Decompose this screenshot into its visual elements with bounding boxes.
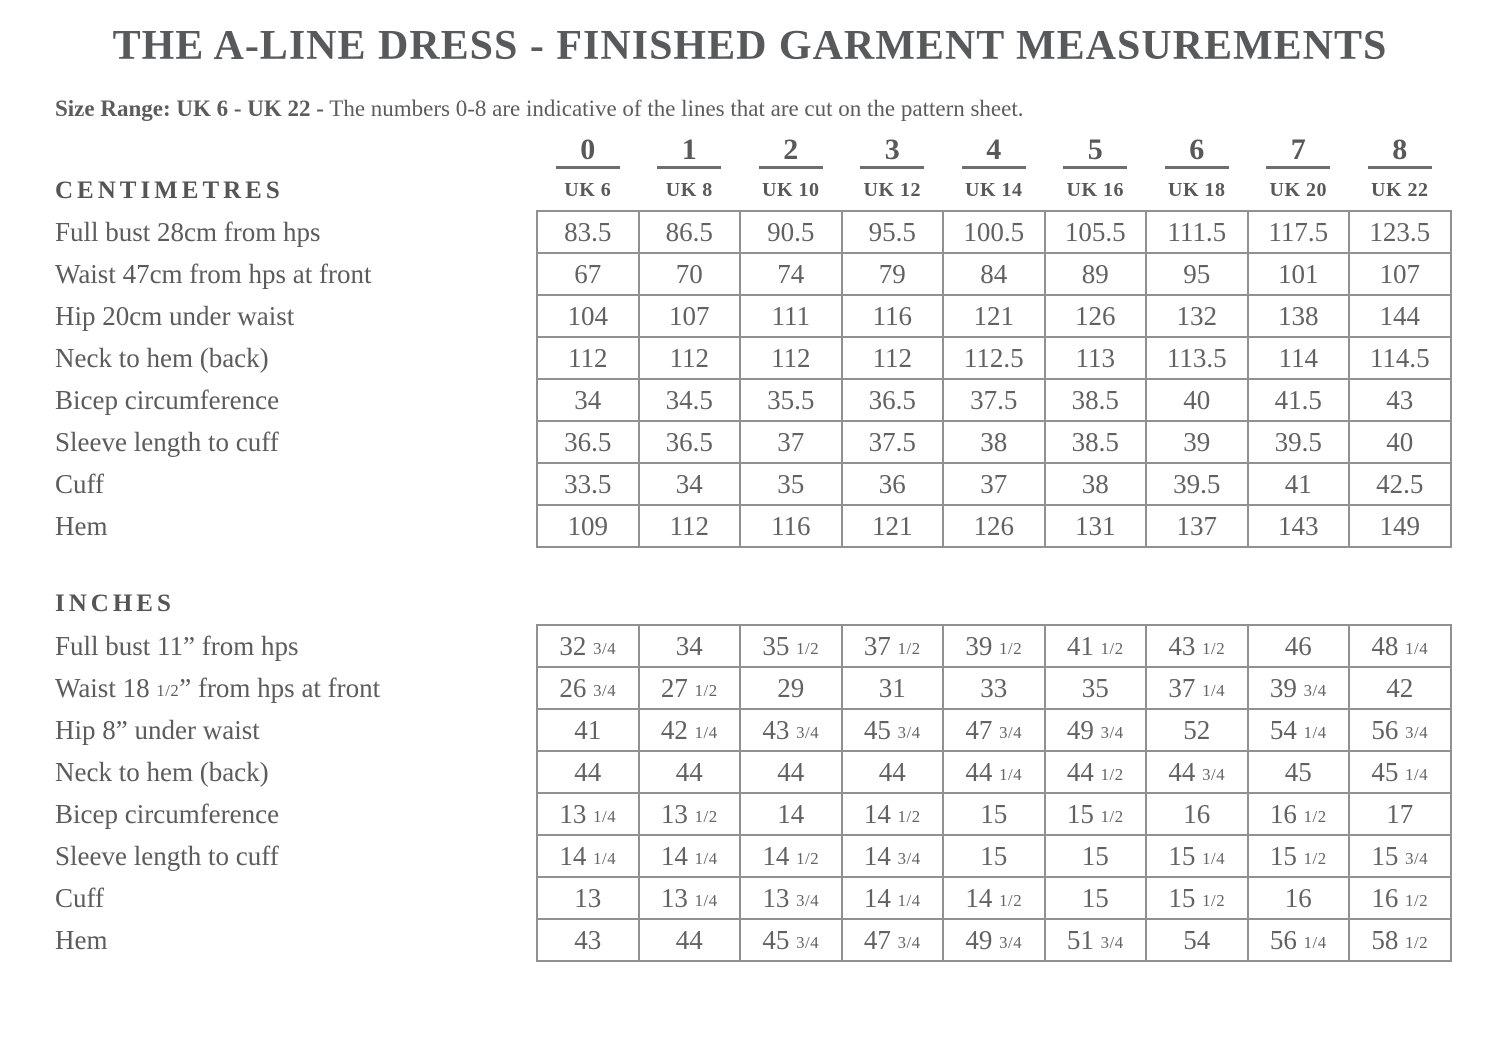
measurement-cell: 41: [1248, 463, 1350, 505]
measurement-cell: 138: [1248, 295, 1350, 337]
measurement-cell: 112: [842, 337, 944, 379]
row-label: Neck to hem (back): [55, 342, 269, 373]
column-number-label: 4: [962, 134, 1026, 170]
uk-size-header: UK 6: [564, 179, 612, 202]
measurement-cell: 107: [1349, 253, 1451, 295]
measurement-cell: 36.5: [639, 421, 741, 463]
measurement-cell: 100.5: [943, 211, 1045, 253]
table-row: [55, 919, 1451, 961]
measurement-cell: 13 1/4: [537, 793, 639, 835]
measurement-cell: 15 1/4: [1146, 835, 1248, 877]
measurement-cell: 126: [1045, 295, 1147, 337]
size-range-note: [55, 96, 1500, 121]
measurement-cell: 37 1/2: [842, 625, 944, 667]
measurement-cell: 105.5: [1045, 211, 1147, 253]
column-number-label: 5: [1063, 134, 1127, 170]
measurement-cell: 54: [1146, 919, 1248, 961]
header-spacer-cell: [55, 131, 537, 171]
measurement-cell: 36.5: [537, 421, 639, 463]
measurement-cell: 16 1/2: [1248, 793, 1350, 835]
measurement-cell: 137: [1146, 505, 1248, 547]
fraction: 1/2: [796, 638, 820, 658]
measurement-cell: 39 1/2: [943, 625, 1045, 667]
measurement-cell: 116: [842, 295, 944, 337]
measurement-cell: 42 1/4: [639, 709, 741, 751]
measurement-cell: 45 1/4: [1349, 751, 1451, 793]
row-label: Hem: [55, 924, 108, 955]
fraction: 3/4: [1100, 722, 1124, 742]
measurement-cell: 107: [639, 295, 741, 337]
table-row: [55, 667, 1451, 709]
measurement-cell: 14 1/2: [943, 877, 1045, 919]
fraction: 1/2: [1100, 764, 1124, 784]
measurement-cell: 149: [1349, 505, 1451, 547]
row-label: Waist 18 1/2” from hps at front: [55, 672, 381, 703]
table-row: [55, 379, 1451, 421]
fraction: 1/4: [1202, 680, 1226, 700]
row-label: Sleeve length to cuff: [55, 426, 279, 457]
measurement-cell: 44: [639, 751, 741, 793]
measurement-cell: 35: [1045, 667, 1147, 709]
measurement-cell: 14 1/2: [842, 793, 944, 835]
fraction: 1/2: [1303, 806, 1327, 826]
fraction: 1/4: [1303, 722, 1327, 742]
measurement-cell: 113: [1045, 337, 1147, 379]
measurement-cell: 104: [537, 295, 639, 337]
row-label: Hem: [55, 510, 108, 541]
measurement-cell: 43: [1349, 379, 1451, 421]
measurement-cell: 90.5: [740, 211, 842, 253]
measurement-cell: 13 1/4: [639, 877, 741, 919]
measurement-cell: 114.5: [1349, 337, 1451, 379]
column-number-label: 7: [1266, 134, 1330, 170]
measurement-cell: 143: [1248, 505, 1350, 547]
table-row: [55, 505, 1451, 547]
table-row: [55, 751, 1451, 793]
measurement-cell: 33.5: [537, 463, 639, 505]
uk-size-header: UK 20: [1269, 179, 1327, 202]
fraction: 1/4: [1405, 638, 1429, 658]
fraction: 3/4: [897, 722, 921, 742]
measurement-cell: 41.5: [1248, 379, 1350, 421]
measurement-cell: 43 1/2: [1146, 625, 1248, 667]
measurement-cell: 58 1/2: [1349, 919, 1451, 961]
uk-size-header: UK 14: [965, 179, 1023, 202]
fraction: 1/4: [999, 764, 1023, 784]
row-label: Sleeve length to cuff: [55, 840, 279, 871]
fraction: 3/4: [1202, 764, 1226, 784]
row-label: Neck to hem (back): [55, 756, 269, 787]
fraction: 3/4: [897, 932, 921, 952]
measurement-cell: 37.5: [842, 421, 944, 463]
measurement-cell: 41: [537, 709, 639, 751]
fraction: 1/2: [897, 638, 921, 658]
table-row: [55, 421, 1451, 463]
measurement-cell: 14 3/4: [842, 835, 944, 877]
measurement-cell: 51 3/4: [1045, 919, 1147, 961]
column-number-header: [1146, 131, 1248, 171]
measurement-cell: 43 3/4: [740, 709, 842, 751]
fraction: 1/4: [694, 848, 718, 868]
measurement-cell: 84: [943, 253, 1045, 295]
table-row: [55, 709, 1451, 751]
fraction: 1/4: [1303, 932, 1327, 952]
uk-size-header: UK 12: [863, 179, 921, 202]
column-number-header: [1248, 131, 1350, 171]
row-label: Full bust 28cm from hps: [55, 216, 321, 247]
uk-size-header: UK 22: [1371, 179, 1429, 202]
measurement-cell: 14 1/4: [537, 835, 639, 877]
measurement-cell: 34: [639, 463, 741, 505]
measurement-cell: 35.5: [740, 379, 842, 421]
measurement-cell: 112: [639, 505, 741, 547]
measurement-cell: 41 1/2: [1045, 625, 1147, 667]
measurement-cell: 45: [1248, 751, 1350, 793]
fraction: 1/2: [1303, 848, 1327, 868]
measurement-cell: 126: [943, 505, 1045, 547]
fraction: 1/4: [694, 890, 718, 910]
measurement-cell: 54 1/4: [1248, 709, 1350, 751]
fraction: 1/4: [1202, 848, 1226, 868]
measurement-cell: 47 3/4: [842, 919, 944, 961]
measurement-cell: 13 1/2: [639, 793, 741, 835]
measurement-cell: 42.5: [1349, 463, 1451, 505]
uk-size-row: [55, 171, 1451, 211]
fraction: 3/4: [999, 932, 1023, 952]
measurement-cell: 34.5: [639, 379, 741, 421]
measurement-cell: 86.5: [639, 211, 741, 253]
fraction: 3/4: [796, 722, 820, 742]
table-row: [55, 835, 1451, 877]
measurement-cell: 40: [1146, 379, 1248, 421]
measurement-cell: 74: [740, 253, 842, 295]
column-number-label: 3: [860, 134, 924, 170]
measurement-cell: 49 3/4: [1045, 709, 1147, 751]
measurement-cell: 14: [740, 793, 842, 835]
measurement-cell: 49 3/4: [943, 919, 1045, 961]
measurement-cell: 34: [639, 625, 741, 667]
measurement-cell: 15: [943, 793, 1045, 835]
measurement-cell: 15 1/2: [1045, 793, 1147, 835]
measurement-cell: 44: [842, 751, 944, 793]
measurement-cell: 44: [740, 751, 842, 793]
measurement-cell: 37 1/4: [1146, 667, 1248, 709]
table-row: [55, 877, 1451, 919]
measurement-cell: 131: [1045, 505, 1147, 547]
row-label: Hip 20cm under waist: [55, 300, 295, 331]
measurement-cell: 39 3/4: [1248, 667, 1350, 709]
measurement-cell: 37: [740, 421, 842, 463]
measurement-cell: 34: [537, 379, 639, 421]
measurement-cell: 38: [943, 421, 1045, 463]
measurement-cell: 39.5: [1248, 421, 1350, 463]
uk-size-header: UK 8: [665, 179, 713, 202]
measurement-cell: 45 3/4: [740, 919, 842, 961]
fraction: 1/2: [694, 680, 718, 700]
measurement-cell: 13 3/4: [740, 877, 842, 919]
column-number-label: 1: [657, 134, 721, 170]
table-row: [55, 625, 1451, 667]
measurement-cell: 111.5: [1146, 211, 1248, 253]
row-label: Bicep circumference: [55, 798, 280, 829]
measurement-cell: 70: [639, 253, 741, 295]
column-number-label: 2: [759, 134, 823, 170]
table-row: [55, 253, 1451, 295]
fraction: 3/4: [1405, 848, 1429, 868]
pattern-line-number-row: [55, 131, 1451, 171]
measurement-cell: 43: [537, 919, 639, 961]
fraction: 1/4: [1405, 764, 1429, 784]
column-number-header: [1349, 131, 1451, 171]
column-number-label: 8: [1368, 134, 1432, 170]
row-label: Full bust 11” from hps: [55, 630, 299, 661]
fraction: 3/4: [1303, 680, 1327, 700]
measurement-cell: 44 1/2: [1045, 751, 1147, 793]
column-number-label: 6: [1165, 134, 1229, 170]
table-row: [55, 295, 1451, 337]
fraction: 1/2: [999, 890, 1023, 910]
fraction: 1/2: [1100, 638, 1124, 658]
fraction: 1/2: [1202, 890, 1226, 910]
row-label: Cuff: [55, 468, 105, 499]
column-number-header: [639, 131, 741, 171]
row-label: Bicep circumference: [55, 384, 280, 415]
measurement-cell: 36.5: [842, 379, 944, 421]
fraction: 1/2: [999, 638, 1023, 658]
measurement-cell: 15 1/2: [1146, 877, 1248, 919]
fraction: 1/2: [897, 806, 921, 826]
measurement-cell: 95.5: [842, 211, 944, 253]
row-label: Waist 47cm from hps at front: [55, 258, 372, 289]
column-number-label: 0: [556, 134, 620, 170]
fraction: 1/4: [593, 848, 617, 868]
fraction: 1/2: [1202, 638, 1226, 658]
measurement-cell: 111: [740, 295, 842, 337]
fraction: 1/2: [1405, 890, 1429, 910]
measurement-cell: 26 3/4: [537, 667, 639, 709]
measurement-cell: 116: [740, 505, 842, 547]
measurement-cell: 14 1/4: [842, 877, 944, 919]
measurement-cell: 38: [1045, 463, 1147, 505]
centimetres-table: [55, 131, 1452, 548]
measurement-cell: 112.5: [943, 337, 1045, 379]
measurement-cell: 117.5: [1248, 211, 1350, 253]
page-title: THE A-LINE DRESS - FINISHED GARMENT MEASUREMENTS: [112, 23, 1388, 69]
fraction: 1/2: [1100, 806, 1124, 826]
fraction: 3/4: [593, 638, 617, 658]
measurement-cell: 15 3/4: [1349, 835, 1451, 877]
measurement-cell: 123.5: [1349, 211, 1451, 253]
measurement-cell: 132: [1146, 295, 1248, 337]
measurement-cell: 38.5: [1045, 421, 1147, 463]
measurement-cell: 32 3/4: [537, 625, 639, 667]
measurement-cell: 33: [943, 667, 1045, 709]
fraction: 3/4: [796, 932, 820, 952]
measurement-cell: 13: [537, 877, 639, 919]
column-number-header: [943, 131, 1045, 171]
table-row: [55, 463, 1451, 505]
fraction: 1/2: [1405, 932, 1429, 952]
fraction: 1/4: [593, 806, 617, 826]
measurement-cell: 56 3/4: [1349, 709, 1451, 751]
row-label: Hip 8” under waist: [55, 714, 260, 745]
measurement-cell: 38.5: [1045, 379, 1147, 421]
fraction: 1/4: [694, 722, 718, 742]
measurement-cell: 109: [537, 505, 639, 547]
table-row: [55, 793, 1451, 835]
measurement-cell: 42: [1349, 667, 1451, 709]
measurement-cell: 45 3/4: [842, 709, 944, 751]
measurement-cell: 112: [537, 337, 639, 379]
measurement-cell: 89: [1045, 253, 1147, 295]
measurement-cell: 46: [1248, 625, 1350, 667]
measurement-cell: 36: [842, 463, 944, 505]
measurement-cell: 114: [1248, 337, 1350, 379]
measurement-cell: 39: [1146, 421, 1248, 463]
fraction: 1/4: [897, 890, 921, 910]
measurement-cell: 14 1/2: [740, 835, 842, 877]
measurement-cell: 121: [943, 295, 1045, 337]
measurement-cell: 15: [943, 835, 1045, 877]
fraction: 3/4: [1100, 932, 1124, 952]
section-heading-inches: INCHES: [55, 590, 175, 618]
measurement-cell: 79: [842, 253, 944, 295]
measurement-cell: 37: [943, 463, 1045, 505]
measurement-cell: 31: [842, 667, 944, 709]
measurement-cell: 29: [740, 667, 842, 709]
measurement-cell: 44 3/4: [1146, 751, 1248, 793]
measurement-cell: 112: [639, 337, 741, 379]
measurement-cell: 113.5: [1146, 337, 1248, 379]
uk-size-header: UK 16: [1066, 179, 1124, 202]
measurement-cell: 52: [1146, 709, 1248, 751]
measurement-cell: 121: [842, 505, 944, 547]
measurement-cell: 27 1/2: [639, 667, 741, 709]
fraction: 1/2: [694, 806, 718, 826]
measurement-cell: 40: [1349, 421, 1451, 463]
measurement-cell: 37.5: [943, 379, 1045, 421]
measurement-cell: 47 3/4: [943, 709, 1045, 751]
column-number-header: [1045, 131, 1147, 171]
measurement-cell: 15 1/2: [1248, 835, 1350, 877]
measurement-cell: 56 1/4: [1248, 919, 1350, 961]
measurement-cell: 15: [1045, 877, 1147, 919]
measurement-cell: 67: [537, 253, 639, 295]
measurement-cell: 35: [740, 463, 842, 505]
size-range-rest: The numbers 0-8 are indicative of the lines that are cut on the pattern sheet.: [329, 96, 1024, 121]
column-number-header: [740, 131, 842, 171]
measurement-cell: 101: [1248, 253, 1350, 295]
measurement-cell: 44: [537, 751, 639, 793]
measurement-cell: 16: [1146, 793, 1248, 835]
table-row: [55, 337, 1451, 379]
measurement-cell: 144: [1349, 295, 1451, 337]
inches-table: [55, 624, 1452, 962]
uk-size-header: UK 10: [762, 179, 820, 202]
fraction: 3/4: [999, 722, 1023, 742]
column-number-header: [842, 131, 944, 171]
measurement-cell: 112: [740, 337, 842, 379]
measurement-cell: 39.5: [1146, 463, 1248, 505]
measurement-cell: 44 1/4: [943, 751, 1045, 793]
fraction: 3/4: [593, 680, 617, 700]
measurement-cell: 35 1/2: [740, 625, 842, 667]
measurement-cell: 44: [639, 919, 741, 961]
fraction: 3/4: [1405, 722, 1429, 742]
uk-size-header: UK 18: [1168, 179, 1226, 202]
fraction: 3/4: [796, 890, 820, 910]
measurement-cell: 95: [1146, 253, 1248, 295]
measurement-cell: 16: [1248, 877, 1350, 919]
row-label: Cuff: [55, 882, 105, 913]
fraction: 1/2: [156, 680, 180, 700]
measurement-cell: 17: [1349, 793, 1451, 835]
measurement-cell: 48 1/4: [1349, 625, 1451, 667]
column-number-header: [537, 131, 639, 171]
measurement-cell: 14 1/4: [639, 835, 741, 877]
measurement-cell: 15: [1045, 835, 1147, 877]
measurement-cell: 83.5: [537, 211, 639, 253]
section-heading-centimetres: CENTIMETRES: [55, 177, 284, 205]
table-row: [55, 211, 1451, 253]
tables-wrap: [55, 131, 1500, 962]
size-range-bold: Size Range: UK 6 - UK 22 -: [55, 96, 324, 121]
fraction: 3/4: [897, 848, 921, 868]
measurement-cell: 16 1/2: [1349, 877, 1451, 919]
fraction: 1/2: [796, 848, 820, 868]
